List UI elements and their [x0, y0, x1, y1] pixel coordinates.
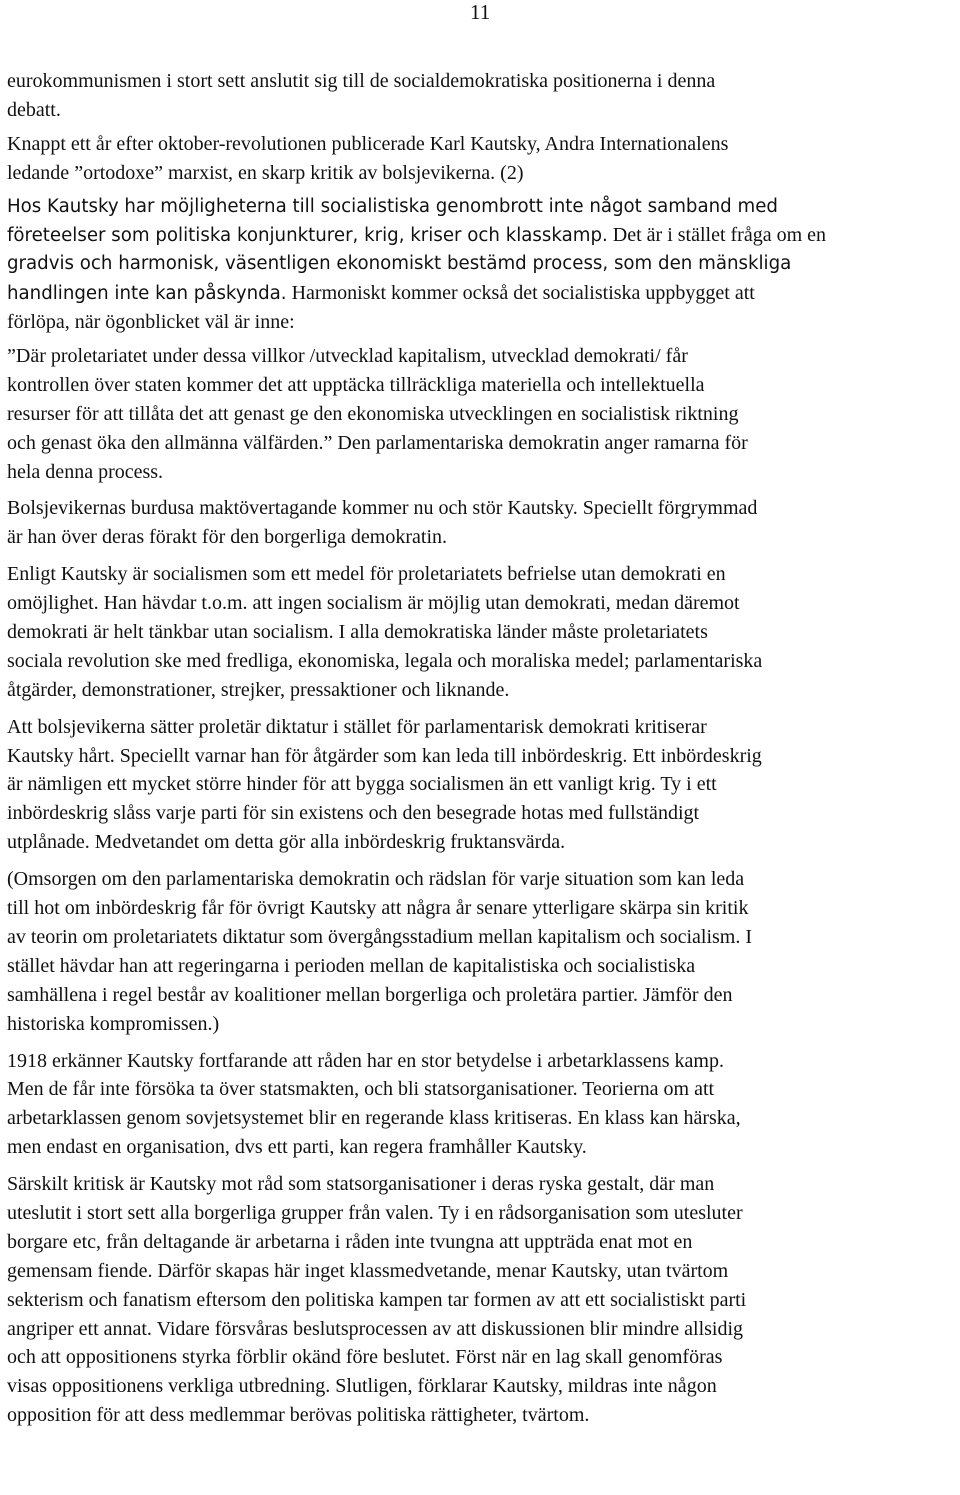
text-segment: Det är i stället fråga om en	[607, 224, 827, 247]
text-line: till hot om inbördeskrig får för övrigt Kautsky att några år senare ytterligare skärpa sin kritik	[7, 897, 749, 920]
text-line: borgare etc, från deltagande är arbetarna i råden inte tvungna att uppträda enat mot en	[7, 1230, 693, 1253]
text-line: eurokommunismen i stort sett anslutit sig till de socialdemokratiska positionerna i denna	[7, 70, 716, 92]
body-text	[7, 67, 957, 1430]
text-line: sekterism och fanatism eftersom den politiska kampen tar formen av att ett socialistiskt parti	[7, 1288, 747, 1311]
text-line: Att bolsjevikerna sätter proletär diktatur i stället för parlamentarisk demokrati kritiserar	[7, 715, 707, 738]
text-line: omöjlighet. Han hävdar t.o.m. att ingen socialism är möjlig utan demokrati, medan däremot	[7, 592, 740, 615]
text-segment: och genast öka den allmänna välfärden.”	[7, 431, 333, 454]
text-line: Men de får inte försöka ta över statsmakten, och bli statsorganisationer. Teorierna om att	[7, 1078, 715, 1101]
text-line: opposition för att dess medlemmar berövas politiska rättigheter, tvärtom.	[7, 1404, 590, 1427]
paragraph	[7, 560, 957, 704]
text-line: uteslutit i stort sett alla borgerliga grupper från valen. Ty i en rådsorganisation som utesluter	[7, 1201, 743, 1224]
page-number: 11	[470, 0, 491, 24]
paragraph	[7, 1047, 957, 1163]
block-quote	[7, 342, 957, 486]
text-line: Hos Kautsky har möjligheterna till socialistiska genombrott inte något samband med	[7, 195, 778, 217]
text-line: gradvis och harmonisk, väsentligen ekonomiskt bestämd process, som den mänskliga	[7, 253, 792, 275]
text-line: ”Där proletariatet under dessa villkor /utvecklad kapitalism, utvecklad demokrati/ får	[7, 345, 688, 368]
text-line: Särskilt kritisk är Kautsky mot råd som statsorganisationer i deras ryska gestalt, där man	[7, 1173, 715, 1196]
text-line: Knappt ett år efter oktober-revolutionen publicerade Karl Kautsky, Andra Internationalens	[7, 132, 729, 155]
text-line: stället hävdar han att regeringarna i perioden mellan de kapitalistiska och socialistiska	[7, 954, 696, 977]
text-line: förlöpa, när ögonblicket väl är inne:	[7, 311, 295, 334]
text-line: Enligt Kautsky är socialismen som ett medel för proletariatets befrielse utan demokrati en	[7, 563, 726, 586]
text-segment: handlingen inte kan påskynda.	[7, 283, 287, 305]
paragraph-intro	[7, 67, 957, 188]
text-line: historiska kompromissen.)	[7, 1012, 220, 1035]
text-line: är han över deras förakt för den borgerliga demokratin.	[7, 526, 448, 549]
text-line: arbetarklassen genom sovjetsystemet blir en regerande klass kritiseras. En klass kan härska,	[7, 1107, 741, 1130]
text-line: gemensam fiende. Därför skapas här inget klassmedvetande, menar Kautsky, utan tvärtom	[7, 1259, 729, 1282]
paragraph	[7, 713, 957, 857]
text-line: angriper ett annat. Vidare försvåras beslutsprocessen av att diskussionen blir mindre allsidig	[7, 1317, 744, 1340]
text-line	[7, 279, 957, 308]
text-line: ledande ”ortodoxe” marxist, en skarp kritik av bolsjevikerna. (2)	[7, 161, 524, 184]
text-line: men endast en organisation, dvs ett parti, kan regera framhåller Kautsky.	[7, 1136, 587, 1159]
text-line: kontrollen över staten kommer det att upptäcka tillräckliga materiella och intellektuella	[7, 373, 705, 396]
text-line: 1918 erkänner Kautsky fortfarande att råden har en stor betydelse i arbetarklassens kamp.	[7, 1049, 724, 1072]
text-line: åtgärder, demonstrationer, strejker, pressaktioner och liknande.	[7, 678, 510, 701]
text-segment: Den parlamentariska demokratin anger ramarna för	[332, 431, 748, 454]
paragraph	[7, 494, 957, 552]
text-line: sociala revolution ske med fredliga, ekonomiska, legala och moraliska medel; parlamentariska	[7, 649, 763, 672]
text-line	[7, 429, 957, 458]
paragraph-kautsky-summary	[7, 193, 957, 337]
paragraph	[7, 865, 957, 1038]
text-line: hela denna process.	[7, 460, 164, 483]
text-line: debatt.	[7, 98, 61, 121]
text-line: demokrati är helt tänkbar utan socialism. I alla demokratiska länder måste proletariatets	[7, 621, 708, 644]
text-segment: företeelser som politiska konjunkturer, krig, kriser och klasskamp.	[7, 225, 608, 247]
text-segment: Harmoniskt kommer också det socialistiska uppbygget att	[286, 282, 755, 305]
text-line: visas oppositionens verkliga utbredning. Slutligen, förklarar Kautsky, mildras inte någon	[7, 1375, 717, 1398]
text-line: inbördeskrig slåss varje parti för sin existens och den besegrade hotas med fullständigt	[7, 802, 700, 825]
text-line: resurser för att tillåta det att genast ge den ekonomiska utvecklingen en socialistisk riktning	[7, 402, 739, 425]
text-line: av teorin om proletariatets diktatur som övergångsstadium mellan kapitalism och socialism. I	[7, 925, 753, 948]
text-line: samhällena i regel består av koalitioner mellan borgerliga och proletära partier. Jämför den	[7, 983, 733, 1006]
text-line: (Omsorgen om den parlamentariska demokratin och rädslan för varje situation som kan leda	[7, 868, 745, 891]
paragraph	[7, 1170, 957, 1430]
text-line: Kautsky hårt. Speciellt varnar han för åtgärder som kan leda till inbördeskrig. Ett inbördeskrig	[7, 744, 762, 767]
text-line: utplånade. Medvetandet om detta gör alla inbördeskrig fruktansvärda.	[7, 831, 566, 854]
text-line: Bolsjevikernas burdusa maktövertagande kommer nu och stör Kautsky. Speciellt förgrymmad	[7, 497, 758, 520]
text-line	[7, 221, 957, 250]
text-line: och att oppositionens styrka förblir okänd före beslutet. Först när en lag skall genomföras	[7, 1346, 723, 1369]
text-line: är nämligen ett mycket större hinder för att bygga socialismen än ett vanligt krig. Ty i ett	[7, 773, 717, 796]
